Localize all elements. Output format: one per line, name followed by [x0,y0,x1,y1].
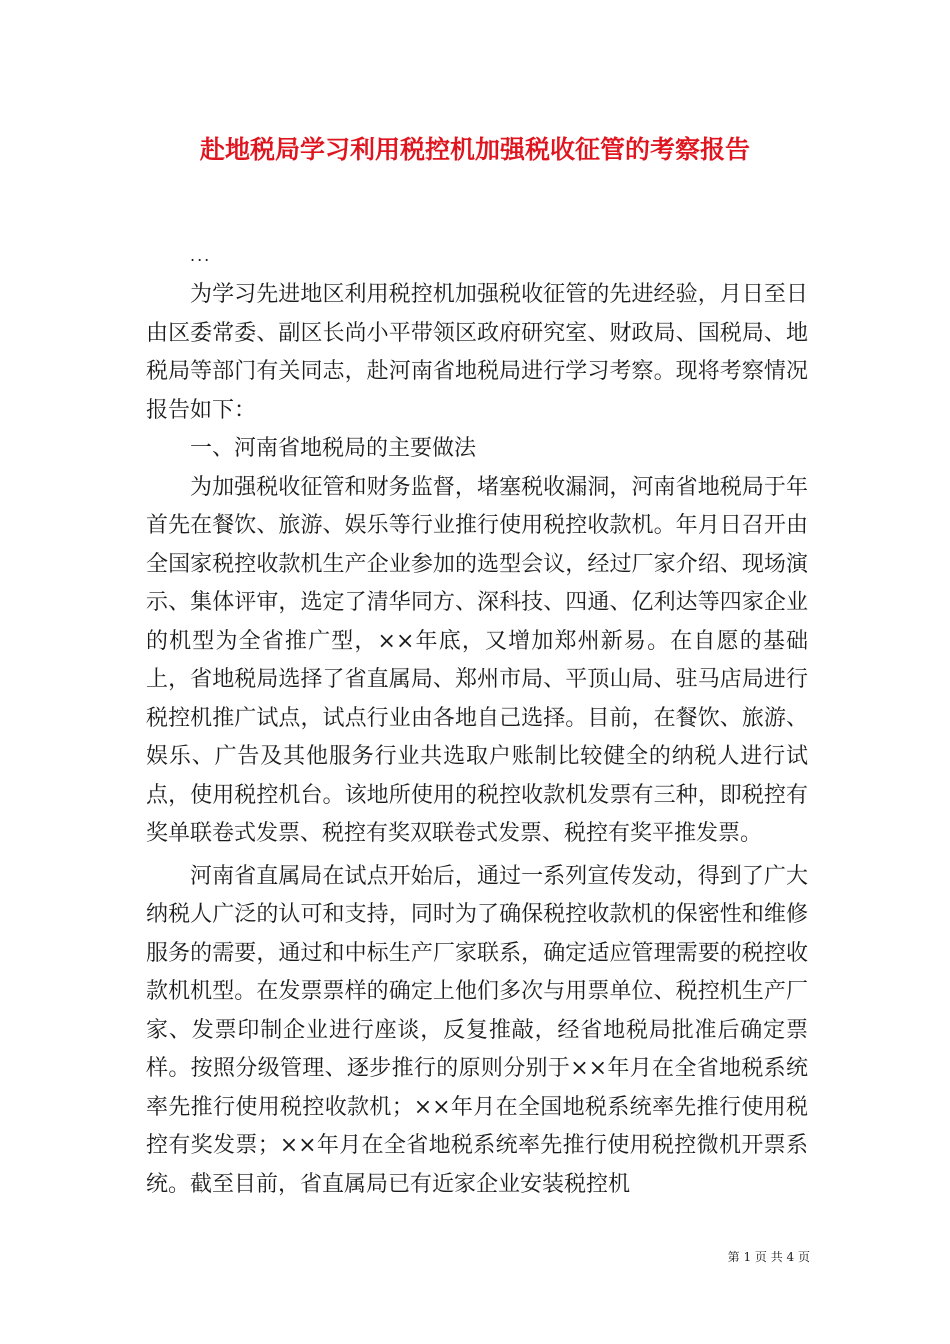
paragraph-intro: 为学习先进地区利用税控机加强税收征管的先进经验，月日至日由区委常委、副区长尚小平带领区政府研究室、财政局、国税局、地税局等部门有关同志，赴河南省地税局进行学习考察。现将考察情况报告如下： [146,282,808,423]
ellipsis-marker: ... [190,246,212,265]
document-body [146,276,808,1204]
document-title: 赴地税局学习利用税控机加强税收征管的考察报告 [199,135,750,164]
section-heading: 一、河南省地税局的主要做法 [190,436,477,461]
paragraph-direct-bureau: 河南省直属局在试点开始后，通过一系列宣传发动，得到了广大纳税人广泛的认可和支持，同时为了确保税控收款机的保密性和维修服务的需要，通过和中标生产厂家联系，确定适应管理需要的税控收款机机型。在发票票样的确定上他们多次与用票单位、税控机生产厂家、发票印制企业进行座谈，反复推敲，经省地税局批准后确定票样。按照分级管理、逐步推行的原则分别于××年月在全省地税系统率先推行使用税控收款机；××年月在全国地税系统率先推行使用税控有奖发票；××年月在全省地税系统率先推行使用税控微机开票系统。截至目前，省直属局已有近家企业安装税控机 [146,863,808,1197]
paragraph-practices: 为加强税收征管和财务监督，堵塞税收漏洞，河南省地税局于年首先在餐饮、旅游、娱乐等行业推行使用税控收款机。年月日召开由全国家税控收款机生产企业参加的选型会议，经过厂家介绍、现场演示、集体评审，选定了清华同方、深科技、四通、亿利达等四家企业的机型为全省推广型，××年底，又增加郑州新易。在自愿的基础上，省地税局选择了省直属局、郑州市局、平顶山局、驻马店局进行税控机推广试点，试点行业由各地自己选择。目前，在餐饮、旅游、娱乐、广告及其他服务行业共选取户账制比较健全的纳税人进行试点，使用税控机台。该地所使用的税控收款机发票有三种，即税控有奖单联卷式发票、税控有奖双联卷式发票、税控有奖平推发票。 [146,474,808,846]
page-number-footer: 第 1 页 共 4 页 [727,1250,810,1264]
